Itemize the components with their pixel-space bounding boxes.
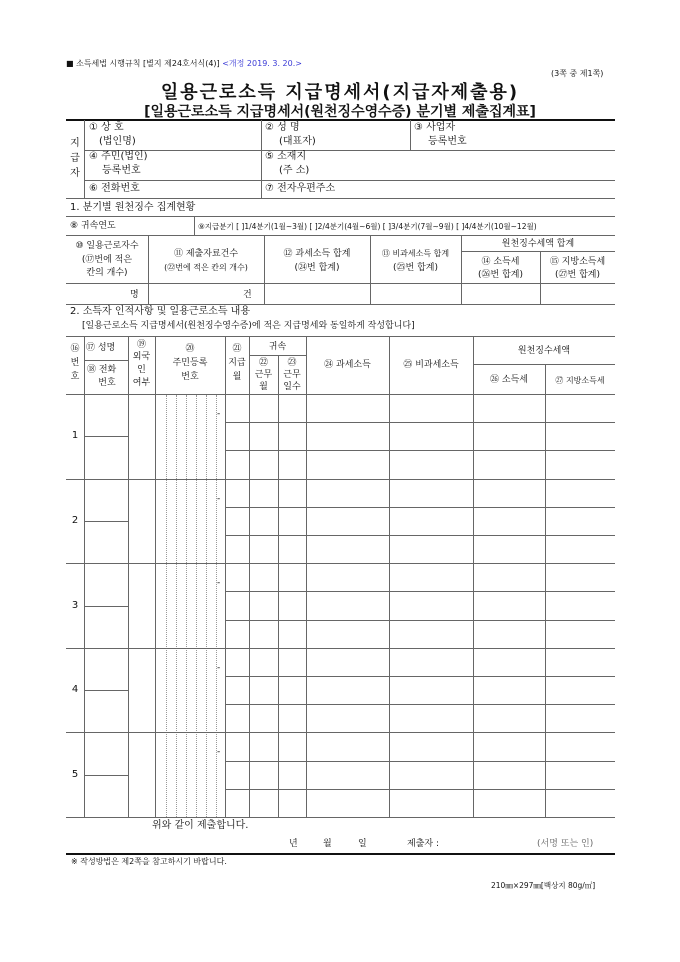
col21-line3: 월: [232, 372, 242, 382]
f10-line3: 칸의 개수): [86, 268, 128, 278]
col20-line2: 주민등록: [172, 358, 208, 368]
revision-date: <개정 2019. 3. 20.>: [222, 59, 302, 68]
field-representative-sub: (대표자): [279, 136, 316, 147]
withholding-total-header: 원천징수세액 합계: [501, 239, 575, 249]
date-month[interactable]: 월: [323, 839, 332, 849]
signature-placeholder[interactable]: (서명 또는 인): [537, 839, 594, 849]
field-phone-label: ⑥ 전화번호: [89, 183, 140, 194]
resident-no-dash: -: [217, 578, 221, 589]
f11-line2: (㉒번에 적은 칸의 개수): [164, 263, 248, 272]
col22-line3: 월: [259, 382, 268, 392]
col23-line3: 일수: [283, 382, 301, 392]
f12-line2: (㉔번 합계): [294, 263, 340, 273]
f11-line1: ⑪ 제출자료건수: [173, 249, 239, 259]
submitter-label[interactable]: 제출자 :: [407, 839, 439, 849]
resident-no-dash: -: [217, 493, 221, 504]
field-email-label: ⑦ 전자우편주소: [265, 183, 336, 194]
field-address-sub: (주 소): [279, 165, 310, 176]
col16-line3: 호: [70, 372, 80, 382]
payer-side-label-1: 지: [70, 138, 80, 149]
f14-line1: ⑭ 소득세: [481, 257, 520, 267]
form-reference-prefix: ■ 소득세법 시행규칙 [별지 제24호서식(4)]: [66, 59, 223, 68]
section2-heading: 2. 소득자 인적사항 및 일용근로소득 내용: [70, 306, 250, 317]
col16-line1: ⑯: [70, 344, 80, 354]
f15-line1: ⑮ 지방소득세: [549, 257, 606, 267]
paper-spec: 210㎜×297㎜[백상지 80g/㎡]: [491, 881, 596, 890]
col19-line4: 여부: [132, 378, 151, 388]
unit-people: 명: [130, 290, 139, 300]
date-year[interactable]: 년: [289, 839, 298, 849]
f13-line1: ⑬ 비과세소득 합계: [381, 249, 450, 258]
col20-line3: 번호: [181, 372, 199, 382]
instructions-note: ※ 작성방법은 제2쪽을 참고하시기 바랍니다.: [71, 857, 227, 866]
col19-line1: ⑲: [136, 340, 146, 350]
record-number: 4: [71, 684, 79, 696]
field-company-name-label: ① 상 호: [89, 122, 124, 133]
payer-side-label-2: 급: [70, 153, 80, 164]
field-company-name-sub: (법인명): [99, 136, 136, 147]
field-representative-label: ② 성 명: [265, 122, 300, 133]
form-reference: [66, 58, 302, 70]
date-day[interactable]: 일: [358, 839, 367, 849]
col18-line1: ⑱ 전화: [87, 365, 117, 375]
resident-no-dash: -: [217, 409, 221, 419]
record-number: 2: [71, 514, 79, 526]
field-address-label: ⑤ 소재지: [265, 151, 307, 162]
field-business-no-sub: 등록번호: [428, 136, 467, 147]
col27-local-income-tax: ㉗ 지방소득세: [555, 376, 605, 385]
f15-line2: (㉗번 합계): [555, 270, 600, 280]
top-border: [66, 119, 615, 121]
f10-line1: ⑩ 일용근로자수: [75, 241, 139, 251]
col23-line2: 근무: [283, 370, 301, 380]
unit-cases: 건: [243, 290, 252, 300]
section1-heading: 1. 분기별 원천징수 집계현황: [70, 202, 196, 213]
col17-name: ⑰ 성명: [86, 343, 116, 353]
f14-line2: (㉖번 합계): [478, 270, 523, 280]
col20-line1: ⑳: [185, 344, 195, 354]
col23-line1: ㉓: [287, 358, 297, 368]
f10-line2: (⑰번에 적은: [81, 255, 133, 265]
form-subtitle: [일용근로소득 지급명세서(원천징수영수증) 분기별 제출집계표]: [144, 104, 536, 120]
col21-line1: ㉑: [232, 344, 242, 354]
col21-line2: 지급: [228, 358, 246, 368]
col26-income-tax: ㉖ 소득세: [490, 375, 528, 385]
field-resident-no-label: ④ 주민(법인): [89, 151, 148, 162]
form-title: 일용근로소득 지급명세서(지급자제출용): [160, 82, 520, 103]
withholding-header: 원천징수세액: [517, 346, 571, 356]
f13-line2: (㉕번 합계): [393, 263, 438, 273]
record-number: 3: [71, 599, 79, 611]
section2-note: [일용근로소득 지급명세서(원천징수영수증)에 적은 지급명세와 동일하게 작성합니다]: [82, 321, 415, 331]
resident-no-dash: -: [217, 747, 221, 758]
resident-no-dash: -: [217, 662, 221, 673]
col19-line3: 인: [137, 365, 146, 375]
page-info: (3쪽 중 제1쪽): [551, 69, 604, 78]
col19-line2: 외국: [132, 352, 151, 362]
field-payment-quarter[interactable]: ⑨지급분기 [ ]1/4분기(1월~3월) [ ]2/4분기(4월~6월) [ ]3/4분기(7월~9월) [ ]4/4분기(10월~12월): [198, 222, 537, 231]
col25-nontaxable-income: ㉕ 비과세소득: [403, 360, 459, 370]
f12-line1: ⑫ 과세소득 합계: [283, 249, 351, 259]
col16-line2: 번: [70, 358, 80, 368]
record-number: 1: [71, 430, 79, 442]
belong-header: 귀속: [268, 342, 287, 352]
field-business-no-label: ③ 사업자: [414, 122, 456, 133]
col24-taxable-income: ㉔ 과세소득: [324, 360, 371, 370]
col22-line1: ㉒: [258, 358, 268, 368]
col22-line2: 근무: [254, 370, 273, 380]
record-number: 5: [71, 768, 79, 780]
submission-statement: 위와 같이 제출합니다.: [152, 820, 249, 831]
col18-line2: 번호: [98, 378, 116, 388]
field-attribution-year: ⑧ 귀속연도: [70, 221, 116, 231]
payer-side-label-3: 자: [70, 168, 80, 179]
field-resident-no-sub: 등록번호: [102, 165, 141, 176]
